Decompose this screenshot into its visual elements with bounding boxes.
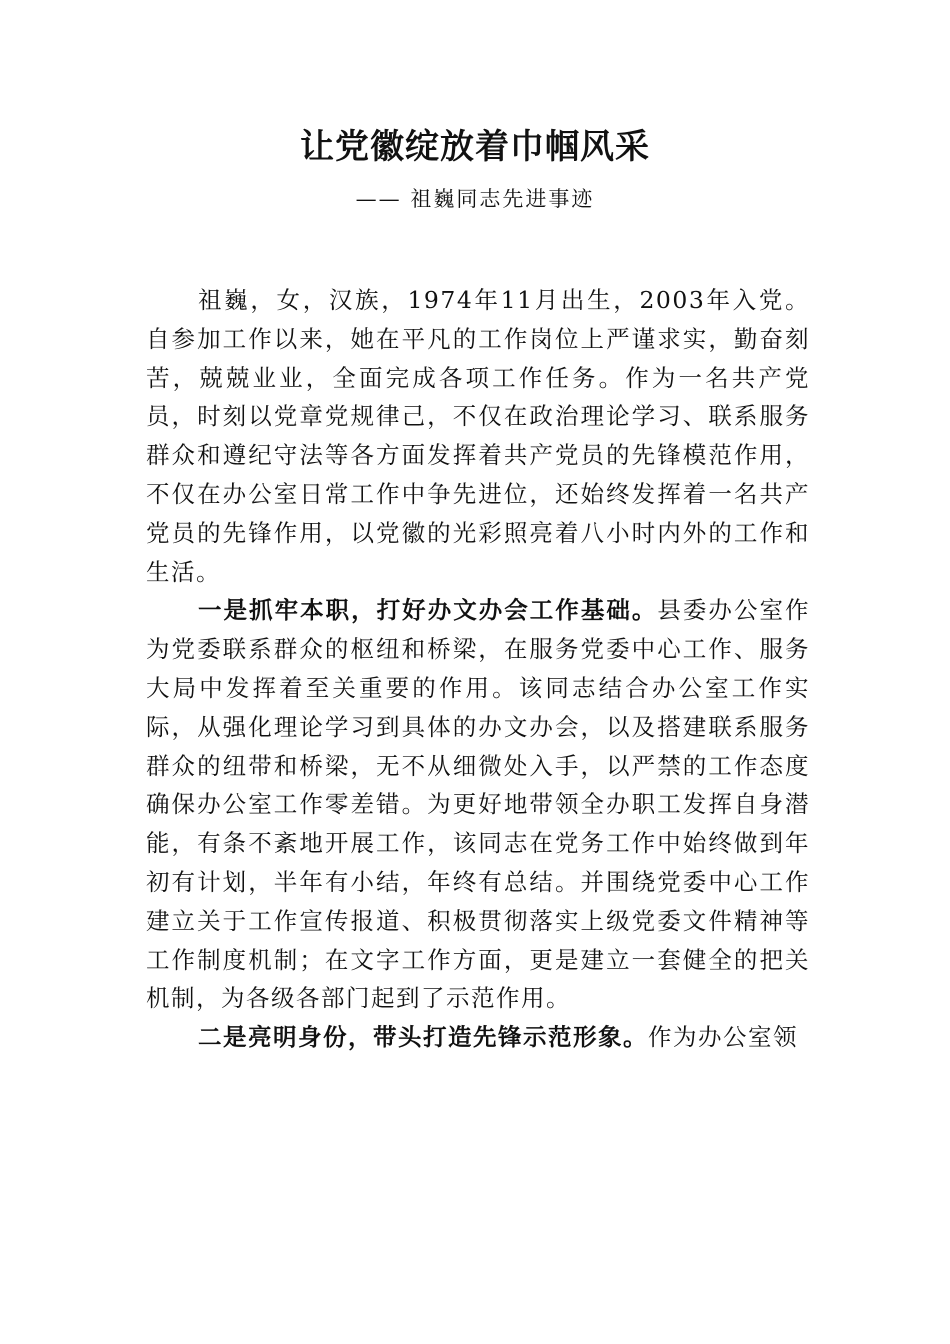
paragraph-intro: [146, 281, 810, 591]
paragraph-lead: 二是亮明身份，带头打造先锋示范形象。: [198, 1023, 648, 1052]
paragraph-text: 祖巍，女，汉族，1974年11月出生，2003年入党。自参加工作以来，她在平凡的工作岗位上严谨求实，勤奋刻苦，兢兢业业，全面完成各项工作任务。作为一名共产党员，时刻以党章党规律己，不仅在政治理论学习、联系服务群众和遵纪守法等各方面发挥着共产党员的先锋模范作用，不仅在办公室日常工作中争先进位，还始终发挥着一名共产党员的先锋作用，以党徽的光彩照亮着八小时内外的工作和生活。: [146, 286, 810, 586]
paragraph-point-two: [146, 1018, 810, 1057]
paragraph-text: 作为办公室领: [648, 1023, 798, 1052]
document-body: [146, 281, 810, 1057]
paragraph-point-one: [146, 591, 810, 1018]
document-title: 让党徽绽放着巾帼风采: [300, 127, 650, 167]
paragraph-text: 县委办公室作为党委联系群众的枢纽和桥梁，在服务党委中心工作、服务大局中发挥着至关重要的作用。该同志结合办公室工作实际，从强化理论学习到具体的办文办会，以及搭建联系服务群众的纽带和桥梁，无不从细微处入手，以严禁的工作态度确保办公室工作零差错。为更好地带领全办职工发挥自身潜能，有条不紊地开展工作，该同志在党务工作中始终做到年初有计划，半年有小结，年终有总结。并围绕党委中心工作建立关于工作宣传报道、积极贯彻落实上级党委文件精神等工作制度机制；在文字工作方面，更是建立一套健全的把关机制，为各级各部门起到了示范作用。: [146, 596, 810, 1013]
document-subtitle: —— 祖巍同志先进事迹: [355, 187, 595, 211]
paragraph-lead: 一是抓牢本职，打好办文办会工作基础。: [198, 596, 658, 625]
